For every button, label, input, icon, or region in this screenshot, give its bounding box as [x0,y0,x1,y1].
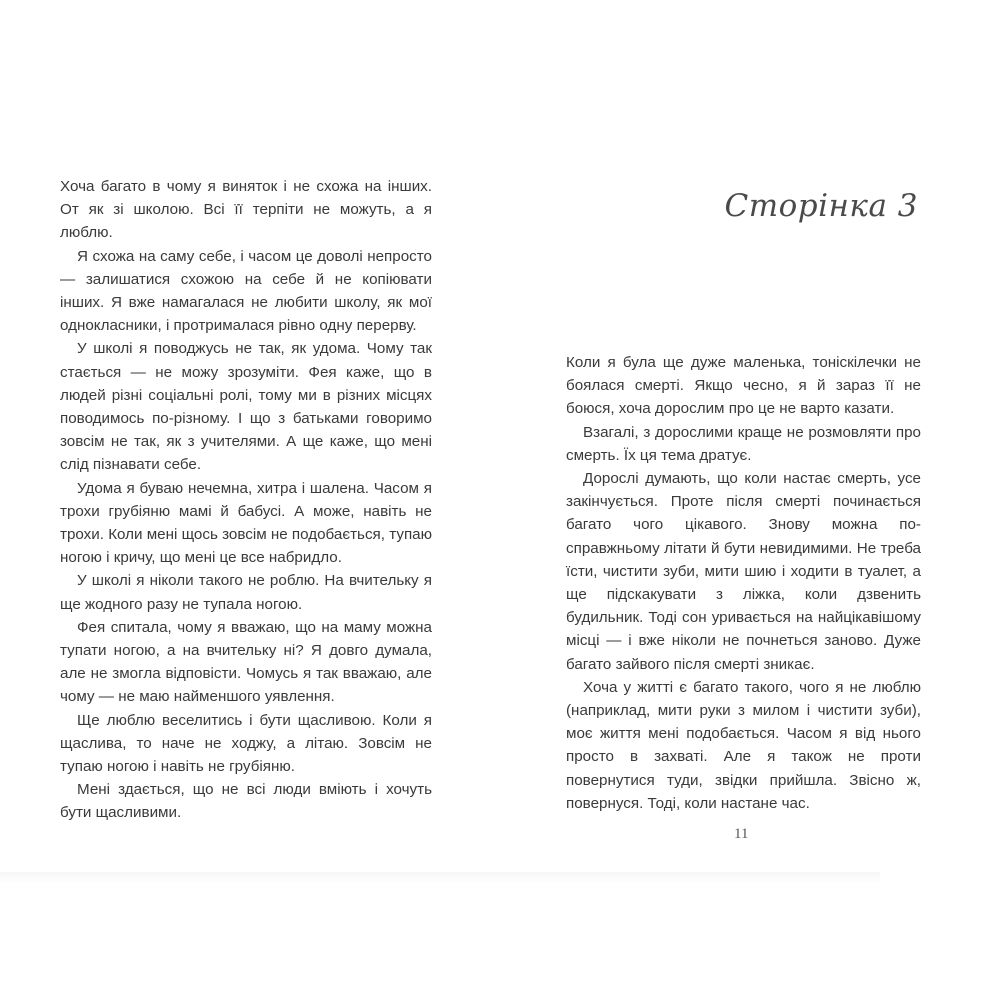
paragraph: Хоча у житті є багато такого, чого я не люблю (наприклад, мити руки з милом і чистити зуби), моє життя мені подобається. Часом я від нього просто в захваті. Але я також не проти повернутися туди, звідки прийшла. Звісно ж, повернуся. Тоді, коли настане час. [566,678,921,812]
paragraph: Фея спитала, чому я вважаю, що на маму можна тупати ногою, а на вчительку ні? Я довго думала, але не змогла відповісти. Чомусь я так вважаю, але чому — не маю найменшого уявлення. [60,618,432,706]
paragraph: Мені здається, що не всі люди вміють і хочуть бути щасливими. [60,781,432,822]
paragraph: Дорослі думають, що коли настає смерть, усе закінчується. Проте після смерті починається багато чого цікавого. Знову можна по-справжньому літати й бути невидимими. Не треба їсти, чистити зуби, мити шию і ходити в туалет, а ще підскакувати з ліжка, коли дзвенить будильник. Тоді сон уривається на найцікавішому місці — і вже ніколи не почнеться заново. Дуже багато зайвого після смерті зникає. [566,470,921,673]
paragraph: Ще люблю веселитись і бути щасливою. Коли я щаслива, то наче не ходжу, а літаю. Зовсім не тупаю ногою і навіть не грубіяню. [60,711,432,776]
page-edge-shadow [0,872,880,884]
paragraph: У школі я ніколи такого не роблю. На вчительку я ще жодного разу не тупала ногою. [60,572,432,613]
paragraph: Коли я була ще дуже маленька, тоніскілечки не боялася смерті. Якщо чесно, я й зараз її не боюся, хоча дорослим про це не варто казати. [566,354,921,418]
paragraph: Хоча багато в чому я виняток і не схожа на інших. От як зі школою. Всі її терпіти не можуть, а я люблю. [60,178,432,242]
left-page-text [60,175,432,825]
page-number: 11 [734,826,749,842]
paragraph: Удома я буваю нечемна, хитра і шалена. Часом я трохи грубіяню мамі й бабусі. А може, навіть не трохи. Коли мені щось зовсім не подобається, тупаю ногою і кричу, що мені це все набридло. [60,479,433,567]
paragraph: Я схожа на саму себе, і часом це доволі непросто — залишатися схожою на себе й не копіювати інших. Я вже намагалася не любити школу, як мої однокласники, і протрималася рівно одну перерву. [60,247,432,335]
chapter-title: Сторінка 3 [724,188,918,224]
right-page-text [566,351,921,815]
paragraph: Взагалі, з дорослими краще не розмовляти про смерть. Їх ця тема дратує. [566,423,921,464]
paragraph: У школі я поводжусь не так, як удома. Чому так стається — не можу зрозуміти. Фея каже, що в людей різні соціальні ролі, тому ми в різних місцях поводимось по-різному. І що з батьками говоримо зовсім не так, як з учителями. А ще каже, що мені слід пізнавати себе. [60,340,432,474]
